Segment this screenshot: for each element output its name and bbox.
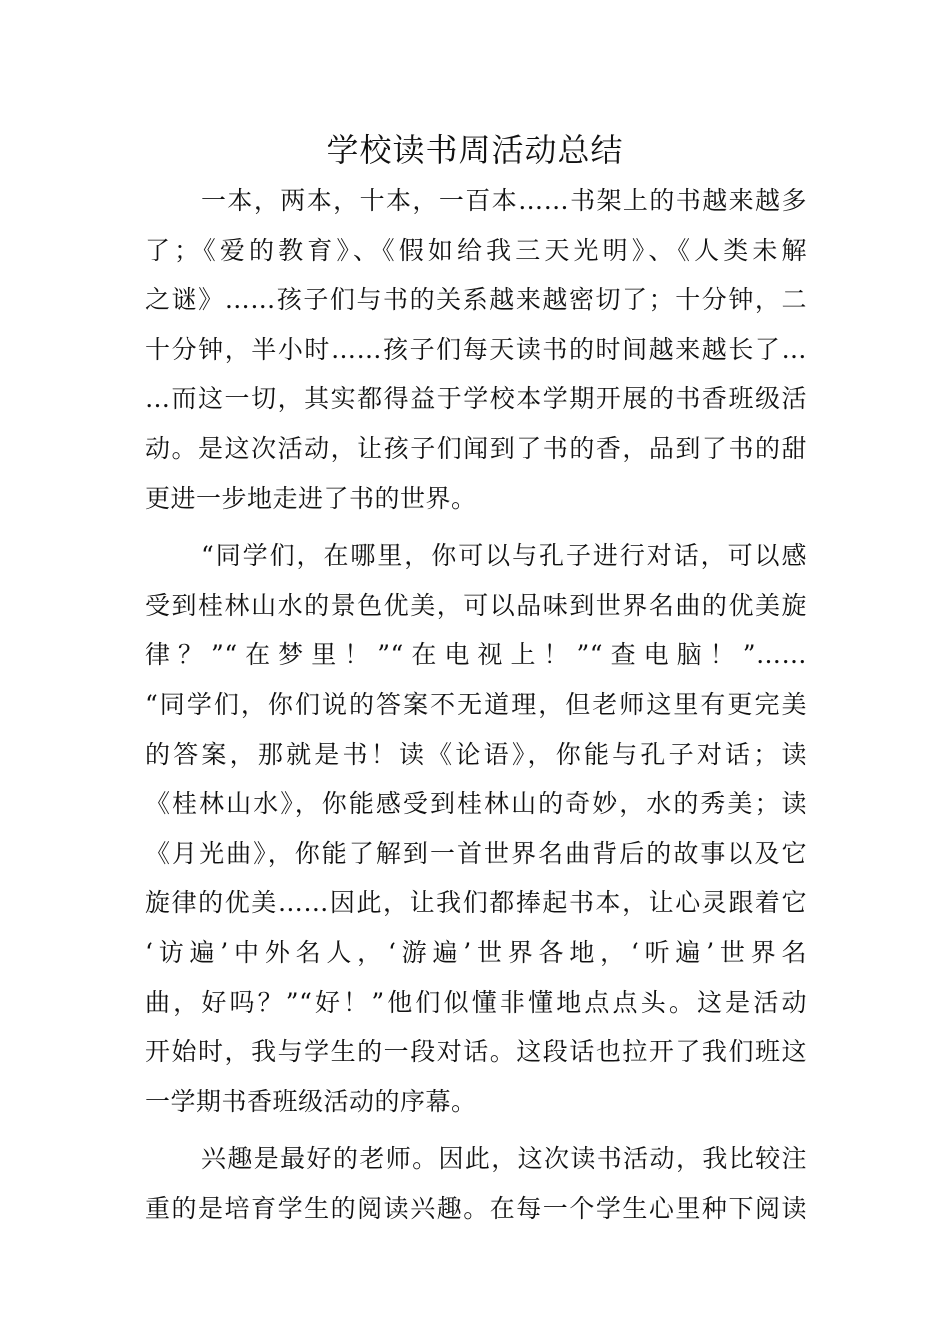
paragraph-1 (145, 176, 807, 523)
paragraph-line: “同学们，你们说的答案不无道理，但老师这里有更完美 (145, 689, 807, 719)
paragraph-line: 的答案，那就是书！读《论语》，你能与孔子对话；读 (145, 739, 807, 769)
paragraph-line: 《月光曲》，你能了解到一首世界名曲背后的故事以及它 (145, 838, 807, 868)
document-title: 学校读书周活动总结 (326, 131, 624, 169)
paragraph-line: 重的是培育学生的阅读兴趣。在每一个学生心里种下阅读 (145, 1193, 807, 1223)
paragraph-line: …而这一切，其实都得益于学校本学期开展的书香班级活 (145, 384, 807, 414)
paragraph-line: 旋律的优美……因此，让我们都捧起书本，让心灵跟着它 (145, 888, 807, 918)
paragraph-line: 律？”“在梦里！”“在电视上！”“查电脑！”…… (145, 640, 807, 670)
paragraph-line: 一学期书香班级活动的序幕。 (145, 1086, 477, 1116)
paragraph-line: 受到桂林山水的景色优美，可以品味到世界名曲的优美旋 (145, 590, 807, 620)
paragraph-line: 之谜》……孩子们与书的关系越来越密切了；十分钟，二 (145, 285, 807, 315)
paragraph-line: ‘访遍’中外名人，‘游遍’世界各地，‘听遍’世界名 (145, 937, 807, 967)
paragraph-line: 动。是这次活动，让孩子们闻到了书的香，品到了书的甜 (145, 433, 807, 463)
paragraph-line: 《桂林山水》，你能感受到桂林山的奇妙，水的秀美；读 (145, 789, 807, 819)
paragraph-line: 兴趣是最好的老师。因此，这次读书活动，我比较注 (201, 1144, 807, 1174)
paragraph-2 (145, 531, 807, 1126)
paragraph-gap (145, 523, 807, 531)
document-body (145, 176, 807, 1233)
paragraph-line: 更进一步地走进了书的世界。 (145, 483, 477, 513)
paragraph-line: 了；《爱的教育》、《假如给我三天光明》、《人类未解 (145, 235, 807, 265)
paragraph-line: 十分钟，半小时……孩子们每天读书的时间越来越长了… (145, 334, 807, 364)
paragraph-line: 开始时，我与学生的一段对话。这段话也拉开了我们班这 (145, 1037, 807, 1067)
paragraph-line: 一本，两本，十本，一百本……书架上的书越来越多 (201, 186, 807, 215)
paragraph-3 (145, 1134, 807, 1233)
paragraph-line: 曲，好吗？”“好！”他们似懂非懂地点点头。这是活动 (145, 987, 807, 1017)
paragraph-gap (145, 1126, 807, 1134)
paragraph-line: “同学们，在哪里，你可以与孔子进行对话，可以感 (201, 541, 807, 571)
